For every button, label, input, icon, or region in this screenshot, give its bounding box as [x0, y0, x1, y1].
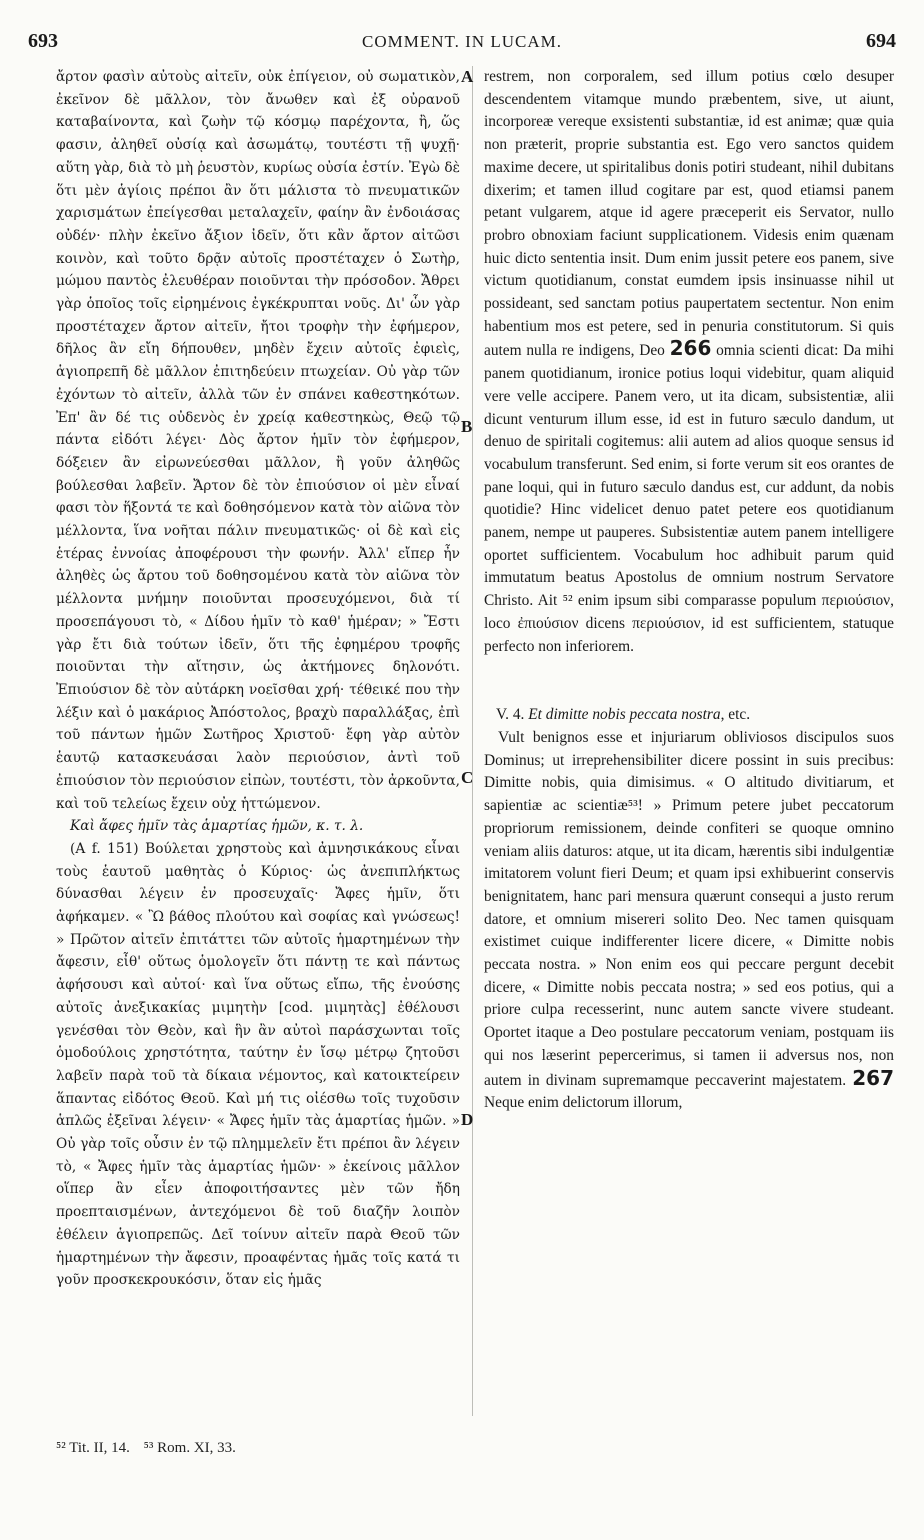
margin-letter-c: C	[461, 768, 474, 787]
greek-section-heading: Καὶ ἄφες ἡμῖν τὰς ἁμαρτίας ἡμῶν, κ. τ. λ.	[70, 818, 364, 835]
greek-column	[56, 66, 460, 1418]
latin-paragraph-2	[484, 727, 894, 1115]
latin-paragraph-1-part-b: omnia scienti dicat: Da mihi panem quotidianum, ironice potius loqui videbitur, quam aliquid vere velle accipere. Panem vero, ut ita dicam, subsistentiæ, alii dicunt venturum illum esse, id est in futuro sæculo dandum, ut denuo de spiritali cogitemus: alii autem ad alios quoque sensus id vocabulum transferunt. Sed enim, si forte verum sit eos orantes de pane loqui, qui in futuro sæculo dandus est, cur addunt, da nobis quotidie? Hinc videlicet denuo patet petere eos quotidianum panem, nempe ut pauperes. Subsistentiæ autem panem intelligere oportet sufficientem. Vocabulum hoc adhibuit parum quid immutatum beatus Apostolus de omnium nostrum Servatore Christo. Ait ⁵² enim ipsum sibi comparasse populum περιούσιον, loco ἐπιούσιον dicens περιούσιον, id est sufficientem, statuque perfecto non inferiorem.	[484, 342, 894, 655]
page-number-marker-266: 266	[669, 336, 712, 361]
margin-letter-d: D	[461, 1110, 474, 1129]
latin-heading-title: Et dimitte nobis peccata nostra	[528, 706, 721, 724]
latin-paragraph-1	[484, 66, 894, 658]
greek-paragraph-1: ἄρτον φασὶν αὐτοὺς αἰτεῖν, οὐκ ἐπίγειον, οὐ σωματικὸν, ἐκεῖνον δὲ μᾶλλον, τὸν ἄνωθεν καὶ ἐξ οὐρανοῦ καταβαίνοντα, καὶ ζωὴν τῷ κόσμῳ παρέχοντα, ἢ, ὥς φασιν, ἀληθεῖ οὐσίᾳ καὶ ἀσωμάτῳ, τουτέστι τῇ ψυχῇ· αὕτη γὰρ, διὰ τὸ μὴ ῥευστὸν, κυρίως οὐσία ἐστίν. Ἐγὼ δὲ ὅτι μὲν ἁγίοις πρέποι ἂν ὅτι μάλιστα τὸ πνευματικῶν χαρισμάτων ἐπείγεσθαι μεταλαχεῖν, φαίην ἂν ἐνδοιάσας οὐδέν· πλὴν ἐκεῖνο ἄξιον ἰδεῖν, ὅτι κἂν ἄρτον αἰτῶσι κοινὸν, καὶ τοῦτο δρᾷν αὐτοῖς προστέταχεν ὁ Σωτὴρ, μώμου παντὸς ἐλευθέραν ποιοῦνται τὴν πρόσοδον. Ἄθρει γὰρ ὁποῖος τοῖς εἰρημένοις ἐγκέκρυπται νοῦς. Δι' ὧν γὰρ προστέταχεν ἄρτον αἰτεῖν, ἤτοι τροφὴν τὴν ἐφήμερον, δῆλος ἂν εἴη δήπουθεν, μηδὲν ἔχειν αὐτοῖς ἐφιεὶς, ἁγιοπρεπῆ δὲ μᾶλλον ἐπιτηδεύειν πτωχείαν. Οὐ γὰρ τῶν ἐχόντων τὸ αἰτεῖν, ἀλλὰ τῶν ἐν σπάνει καθεστηκότων. Ἐπ' ἂν δέ τις οὐδενὸς ἐν χρείᾳ καθεστηκὼς, Θεῷ τῷ πάντα εἰδότι λέγει· Δὸς ἄρτον ἡμῖν τὸν ἐφήμερον, δόξειεν ἂν εἰρωνεύεσθαι μᾶλλον, ἢ γοῦν ἀληθῶς βούλεσθαι λαβεῖν. Ἄρτον δὲ τὸν ἐπιούσιον οἱ μὲν εἶναί φασι τὸν ἥξοντά τε καὶ δοθησόμενον κατὰ τὸν αἰῶνα τὸν μέλλοντα, ἵνα νοῆται πάλιν πνευματικῶς· οἱ δὲ καὶ εἰς ἑτέρας ἐννοίας ἀποφέρουσι τὴν φωνήν. Ἀλλ' εἴπερ ἦν ἀληθὲς ὡς ἄρτου τοῦ δοθησομένου κατὰ τὸν αἰῶνα τὸν μέλλοντα μνήμην ποιοῦνται προσευχόμενοι, διὰ τί προσεπάγουσι τὸ, « Δίδου ἡμῖν τὸ καθ' ἡμέραν; » Ἔστι γὰρ ἔτι διὰ τούτων ἰδεῖν, ὅτι τῆς ἐφημέρου τροφῆς ποιοῦνται τὴν αἴτησιν, ὡς ἀκτήμονες δηλονότι. Ἐπιούσιον δὲ τὸν αὐτάρκη νοεῖσθαι χρή· τέθεικέ που τὴν λέξιν καὶ ὁ μακάριος Ἀπόστολος, βραχὺ παραλλάξας, ἐπὶ τοῦ πάντων ἡμῶν Σωτῆρος Χριστοῦ· ἔφη γὰρ αὐτὸν ἑαυτῷ κατασκευάσαι λαὸν περιούσιον, ἀντὶ τοῦ ἐπιούσιον τὸν περιούσιον εἰπὼν, τουτέστι, τὸν ἀρκοῦντα, καὶ τοῦ τελείως ἔχειν οὐχ ἡττώμενον.	[56, 69, 460, 812]
latin-heading-etc: , etc.	[720, 706, 751, 724]
footnote-53: ⁵³ Rom. XI, 33.	[143, 1440, 236, 1456]
greek-paragraph-2: (A f. 151) Βούλεται χρηστοὺς καὶ ἀμνησικάκους εἶναι τοὺς ἑαυτοῦ μαθητὰς ὁ Κύριος· ὡς ἀνεπιπλήκτως δύνασθαι λέγειν ἐν προσευχαῖς· Ἄφες ἡμῖν, ὅτι ἀφήκαμεν. « Ὢ βάθος πλούτου καὶ σοφίας καὶ γνώσεως! » Πρῶτον αἰτεῖν ἐπιτάττει τῶν αὐτοῖς ἡμαρτημένων τὴν ἄφεσιν, εἶθ' οὕτως ὁμολογεῖν ὅτι πάντῃ τε καὶ πάντως ἀφήσουσι καὶ αὐτοί· καὶ ἵνα οὕτως εἴπω, τῆς ἐνούσης αὐτοῖς ἀνεξικακίας μιμητὴν [cod. μιμητὰς] ἐθέλουσι γενέσθαι τὸν Θεὸν, καὶ ἣν ἂν αὐτοὶ παράσχωνται τοῖς ὁμοδούλοις χρηστότητα, ταύτην ἐν ἴσῳ μέτρῳ ζητοῦσι λαβεῖν παρὰ τοῦ τὰ δίκαια νέμοντος, καὶ κατοικτείρειν ἅπαντας εἰδότος Θεοῦ. Καὶ μή τις οἰέσθω τοῖς τυχοῦσιν ἁπλῶς ἐξεῖναι λέγειν· « Ἄφες ἡμῖν τὰς ἁμαρτίας ἡμῶν. » Οὐ γὰρ τοῖς οὖσιν ἐν τῷ πλημμελεῖν ἔτι πρέποι ἂν λέγειν τὸ, « Ἄφες ἡμῖν τὰς ἁμαρτίας ἡμῶν· » ἐκείνοις μᾶλλον οἵπερ ἂν εἶεν ἀποφοιτήσαντες μὲν τῶν ἤδη προεπταισμένων, ἀντεχόμενοι δὲ τοῦ διαζῆν λοιπὸν ἐθέλειν ἁγιοπρεπῶς. Δεῖ τοίνυν αἰτεῖν παρὰ Θεοῦ τῶν ἡμαρτημένων τὴν ἄφεσιν, προαφέντας ἡμᾶς τοῖς κατά τι γοῦν προσκεκρουκόσιν, ὅταν εἰς ἡμᾶς	[56, 840, 460, 1289]
page-number-left: 693	[28, 30, 58, 52]
latin-paragraph-1-part-a: restrem, non corporalem, sed illum potius cœlo desuper descendentem vitamque mundo præbentem, sive, ut aiunt, incorporeæ vereque exsistenti substantiæ, id est animæ; quæ quia non præterit, proprie substantia est. Ego vero sanctos quidem maxime decere, ut spiritalibus donis potiri studeant, nihil dubitans dixerim; et tamen illud cogitare par est, quod etiamsi panem petant vulgarem, atque id agere præceperit eis Servator, nullo probro obnoxiam faciunt supplicationem. Videsis enim quænam huic dicto sententia insit. Dum enim jussit petere eos panem, sive victum quotidianum, constat eumdem ipsis insinuasse nihil ut possideant, sed sanctam potius paupertatem sectentur. Non enim habentium mos est petere, sed in penuria constitutorum. Si quis autem nulla re indigens, Deo	[484, 68, 894, 360]
latin-column	[484, 66, 894, 1418]
running-header	[28, 30, 896, 60]
page-number-marker-267: 267	[852, 1065, 894, 1090]
latin-paragraph-2-part-a: Vult benignos esse et injuriarum obliviosos discipulos suos Dominus; ut irreprehensibiliter dicere possint in suis precibus: Dimitte nobis, quia dimisimus. « O altitudo divitiarum, et sapientiæ ac scientiæ⁵³! » Primum petere jubet peccatorum propriorum remissionem, deinde confiteri se quoque omnino veniam aliis daturos: atque, ut ita dicam, hærentis sibi indulgentiæ imitatorem volunt fieri Deum; et quam ipsi exhibuerint conservis benignitatem, hanc pari mensura quærunt consequi a justo rerum datore, et omnium misereri solito Deo. Nec tamen quisquam existimet cuique indifferenter licere dicere, « Dimitte nobis peccata nostra. » Non enim eos qui peccare pergunt decebit dicere, « Dimitte nobis peccata nostra; » sed eos potius, qui a priore culpa recesserint, nunc autem sancte vivere studeant. Oportet itaque a Deo postulare peccatorum veniam, postquam iis qui nos læserint pepercerimus, si tamen ii adversus nos, non autem in divinam supremamque peccaverint majestatem.	[484, 728, 894, 1089]
footnote-52: ⁵² Tit. II, 14.	[56, 1440, 130, 1456]
latin-section-heading	[484, 704, 894, 727]
latin-paragraph-2-part-b: Neque enim delictorum illorum,	[484, 1094, 683, 1112]
latin-heading-verse: V. 4.	[496, 706, 525, 724]
margin-letter-a: A	[461, 67, 474, 86]
running-title: COMMENT. IN LUCAM.	[362, 32, 562, 51]
margin-letter-b: B	[461, 417, 473, 436]
column-divider	[472, 66, 473, 1416]
footnotes	[56, 1440, 246, 1457]
page-number-right: 694	[866, 30, 896, 52]
